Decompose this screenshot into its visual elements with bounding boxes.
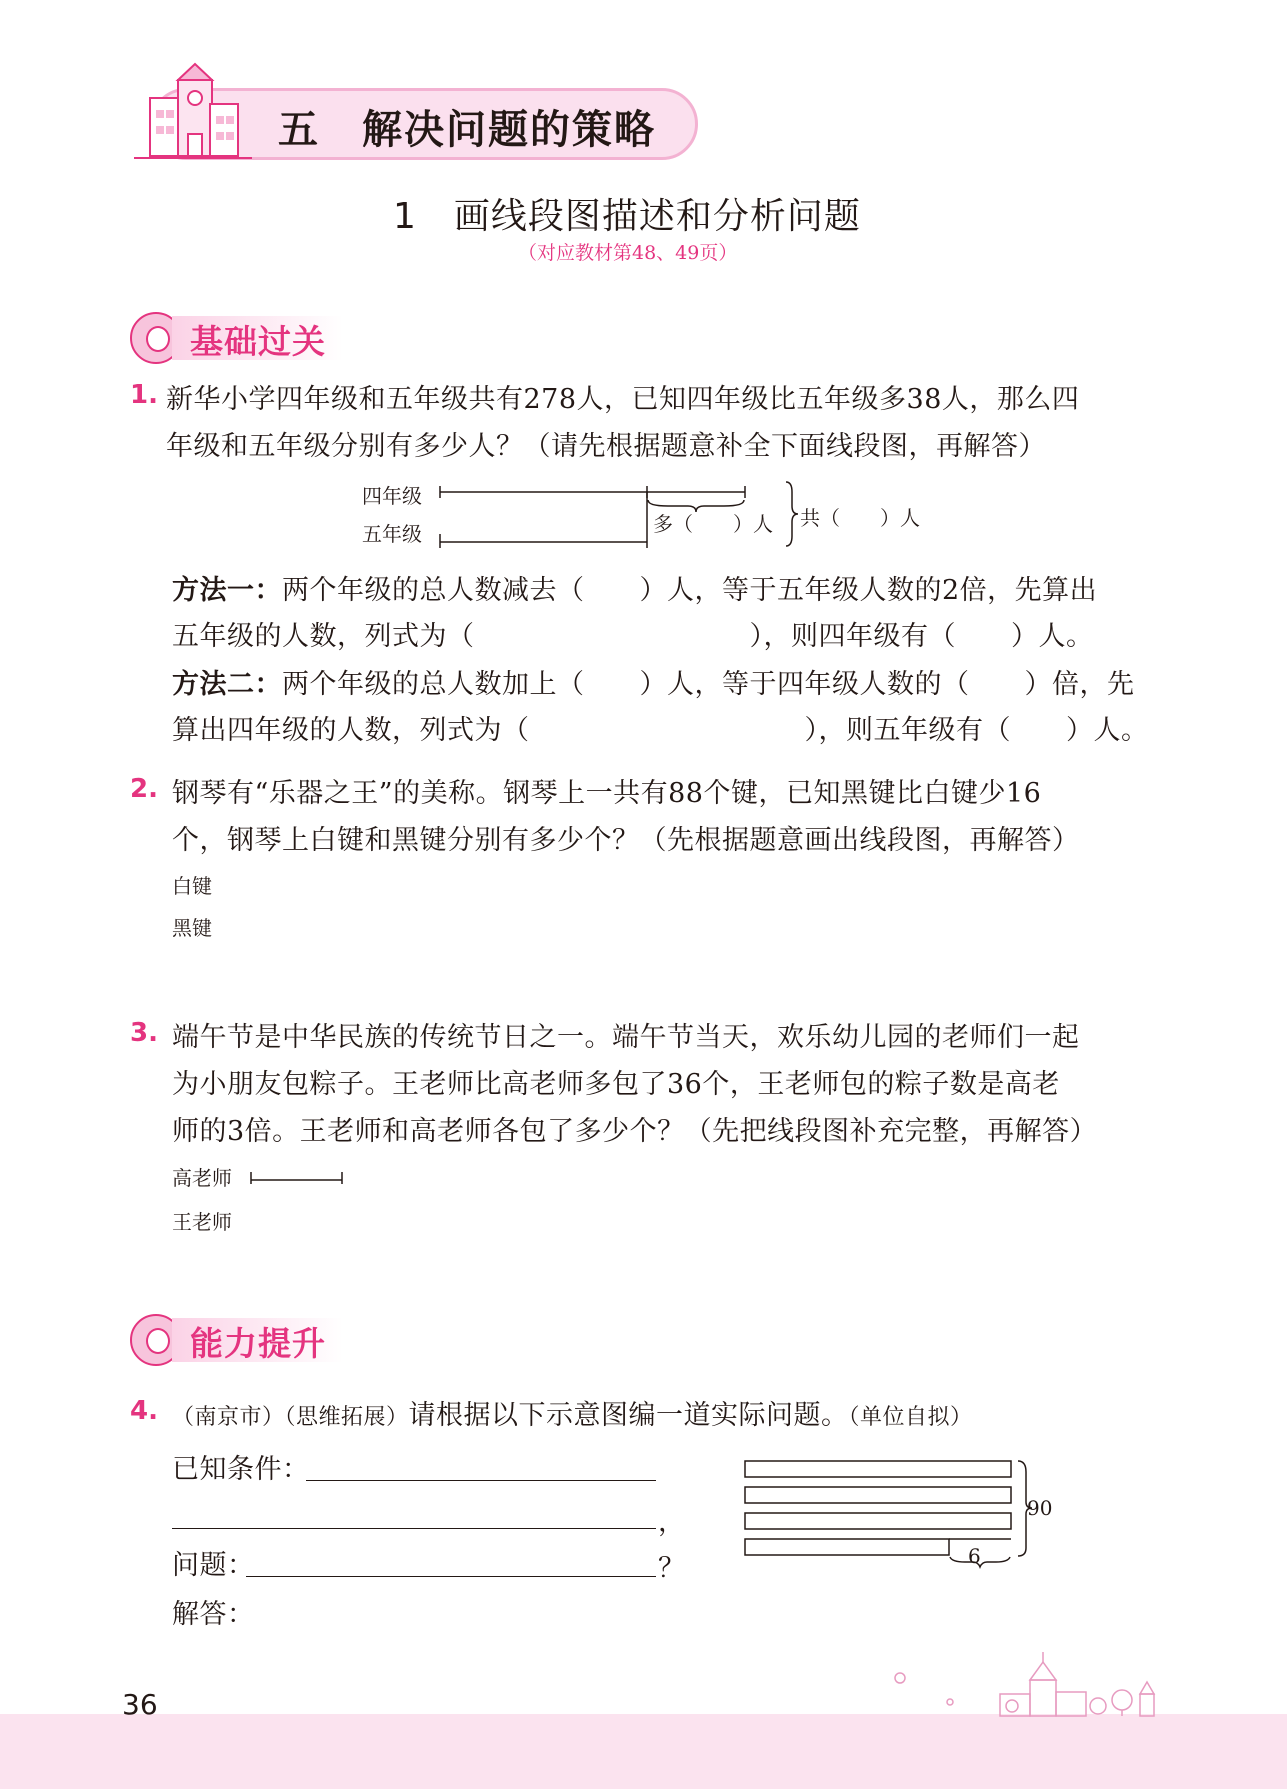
footer-band bbox=[0, 1714, 1287, 1789]
known-label: 已知条件： bbox=[172, 1454, 310, 1485]
question-number: 2. bbox=[130, 774, 158, 804]
unit-note: （单位自拟） bbox=[848, 1405, 973, 1430]
method-two-title: 方法二： bbox=[172, 669, 282, 700]
diagram-label-teacher-wang: 王老师 bbox=[172, 1210, 232, 1234]
question-tags: （南京市）（思维拓展） bbox=[172, 1405, 409, 1430]
question-text: 端午节是中华民族的传统节日之一。端午节当天，欢乐幼儿园的老师们一起 bbox=[172, 1022, 1080, 1053]
question-mark: ？ bbox=[658, 1553, 686, 1584]
question-number: 3. bbox=[130, 1018, 158, 1048]
comma: ， bbox=[658, 1507, 686, 1538]
school-building-icon bbox=[128, 58, 258, 168]
page-number: 36 bbox=[122, 1688, 158, 1721]
castle-decoration-icon bbox=[880, 1650, 1180, 1720]
line-segment-diagram bbox=[350, 478, 1110, 548]
question-text: 个，钢琴上白键和黑键分别有多少个？（先根据题意画出线段图，再解答） bbox=[172, 825, 1080, 856]
method-one-title: 方法一： bbox=[172, 575, 282, 606]
bar-diagram bbox=[740, 1454, 1060, 1584]
diagram-label-white-keys: 白键 bbox=[172, 874, 212, 898]
section-badge-advanced bbox=[130, 1312, 374, 1368]
answer-label: 解答： bbox=[172, 1599, 255, 1630]
known-answer-line[interactable] bbox=[306, 1480, 656, 1481]
section-badge-label: 基础过关 bbox=[190, 322, 326, 361]
diagram-label-teacher-gao: 高老师 bbox=[172, 1166, 232, 1190]
question-text: 师的3倍。王老师和高老师各包了多少个？（先把线段图补充完整，再解答） bbox=[172, 1116, 1098, 1147]
question-text: 年级和五年级分别有多少人？（请先根据题意补全下面线段图，再解答） bbox=[166, 431, 1046, 462]
method-two bbox=[172, 662, 1135, 701]
question-text: 新华小学四年级和五年级共有278人，已知四年级比五年级多38人，那么四 bbox=[166, 384, 1080, 415]
section-badge-basic bbox=[130, 310, 374, 366]
method-one bbox=[172, 568, 1097, 607]
known-answer-line[interactable] bbox=[172, 1528, 656, 1529]
method-one-text: 五年级的人数，列式为（ ），则四年级有（ ）人。 bbox=[172, 621, 1094, 652]
teacher-gao-segment bbox=[248, 1166, 348, 1186]
question-answer-line[interactable] bbox=[246, 1576, 656, 1577]
diagram-total-label: 90 bbox=[1027, 1496, 1053, 1520]
question-text: 钢琴有“乐器之王”的美称。钢琴上一共有88个键，已知黑键比白键少16 bbox=[172, 778, 1042, 809]
chapter-title: 五 解决问题的策略 bbox=[278, 107, 656, 153]
question-number: 1. bbox=[130, 380, 158, 410]
question-text: 为小朋友包粽子。王老师比高老师多包了36个，王老师包的粽子数是高老 bbox=[172, 1069, 1060, 1100]
method-two-text: 算出四年级的人数，列式为（ ），则五年级有（ ）人。 bbox=[172, 715, 1149, 746]
diagram-label-grade5: 五年级 bbox=[362, 522, 422, 546]
diagram-label-black-keys: 黑键 bbox=[172, 916, 212, 940]
diagram-diff-label: 6 bbox=[968, 1544, 981, 1568]
question-prompt: 请根据以下示意图编一道实际问题。 bbox=[408, 1400, 849, 1431]
method-one-text: 两个年级的总人数减去（ ）人，等于五年级人数的2倍，先算出 bbox=[282, 575, 1098, 606]
question-number: 4. bbox=[130, 1396, 158, 1426]
question-text bbox=[172, 1393, 973, 1432]
section-badge-label: 能力提升 bbox=[190, 1324, 326, 1363]
method-two-text: 两个年级的总人数加上（ ）人，等于四年级人数的（ ）倍，先 bbox=[282, 669, 1135, 700]
diagram-label-grade4: 四年级 bbox=[362, 484, 422, 508]
diagram-label-total: 共（ ）人 bbox=[800, 506, 920, 530]
textbook-reference: （对应教材第48、49页） bbox=[518, 242, 738, 264]
question-label: 问题： bbox=[172, 1550, 255, 1581]
diagram-label-more: 多（ ）人 bbox=[653, 512, 773, 536]
section-title: 1 画线段图描述和分析问题 bbox=[393, 196, 861, 237]
